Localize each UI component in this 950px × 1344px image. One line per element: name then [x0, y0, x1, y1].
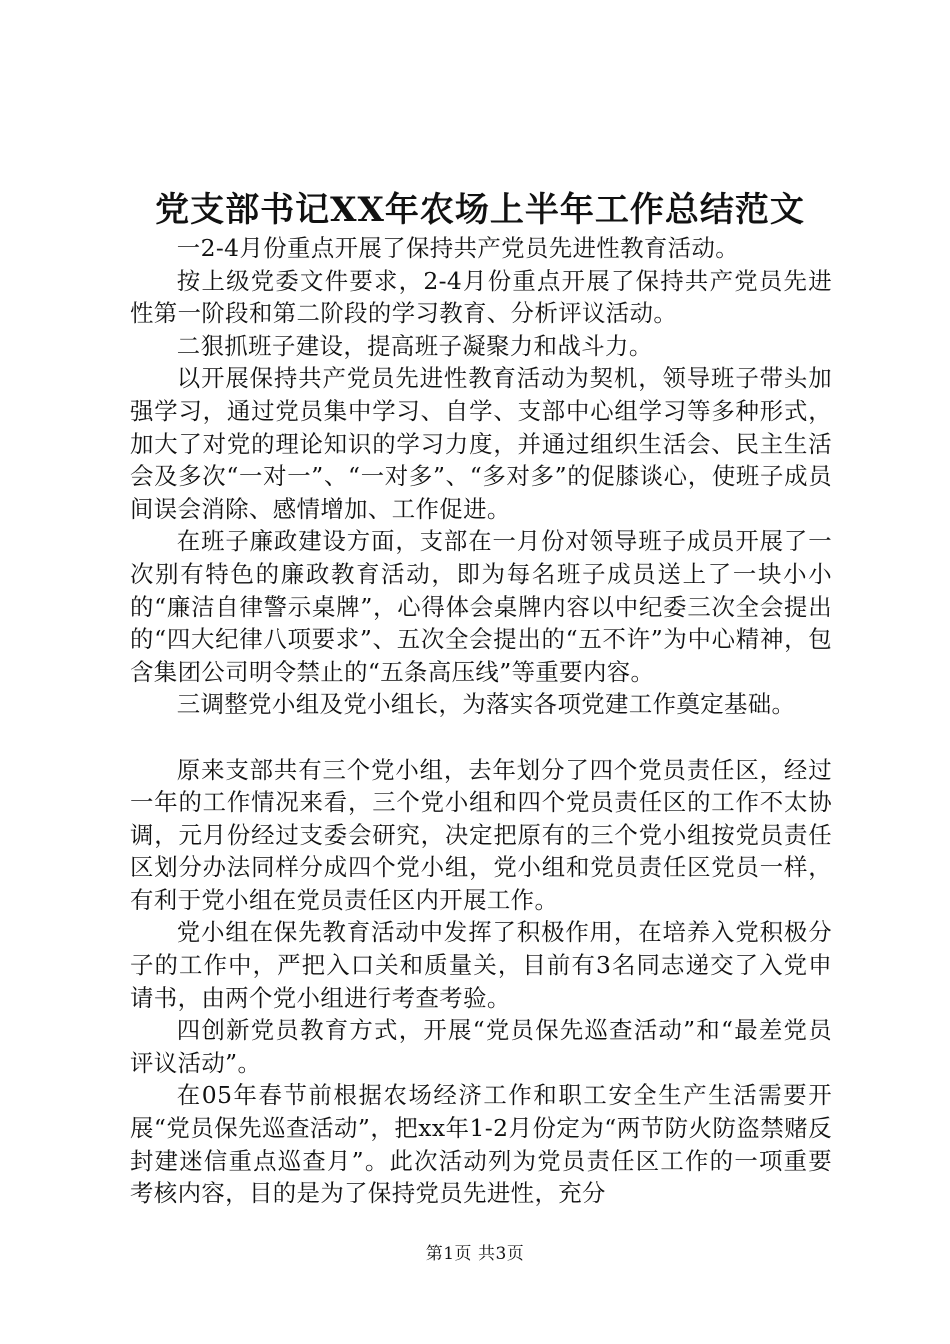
paragraph: 按上级党委文件要求，2-4月份重点开展了保持共产党员先进性第一阶段和第二阶段的学习教育、分析评议活动。: [130, 266, 832, 328]
paragraph: 一2-4月份重点开展了保持共产党员先进性教育活动。: [176, 234, 740, 262]
paragraph: 四创新党员教育方式，开展“党员保先巡查活动”和“最差党员评议活动”。: [130, 1016, 832, 1077]
paragraph: 原来支部共有三个党小组，去年划分了四个党员责任区，经过一年的工作情况来看，三个党小组和四个党员责任区的工作不太协调，元月份经过支委会研究，决定把原有的三个党小组按党员责任区划分办法同样分成四个党小组，党小组和党员责任区党员一样，有利于党小组在党员责任区内开展工作。: [130, 755, 832, 914]
paragraph: 二狠抓班子建设，提高班子凝聚力和战斗力。: [176, 331, 653, 360]
paragraph: 党小组在保先教育活动中发挥了积极作用，在培养入党积极分子的工作中，严把入口关和质量关，目前有3名同志递交了入党申请书，由两个党小组进行考查考验。: [130, 918, 832, 1012]
document-title: 党支部书记XX年农场上半年工作总结范文: [155, 190, 805, 230]
paragraph: 三调整党小组及党小组长，为落实各项党建工作奠定基础。: [176, 690, 796, 719]
document-body: [130, 232, 832, 1210]
paragraph: 以开展保持共产党员先进性教育活动为契机，领导班子带头加强学习，通过党员集中学习、自学、支部中心组学习等多种形式，加大了对党的理论知识的学习力度，并通过组织生活会、民主生活会及多次“一对一”、“一对多”、“多对多”的促膝谈心，使班子成员间误会消除、感情增加、工作促进。: [130, 364, 832, 523]
page-number-footer: 第1页 共3页: [425, 1244, 525, 1264]
paragraph-spacer: [130, 721, 832, 754]
paragraph: 在05年春节前根据农场经济工作和职工安全生产生活需要开展“党员保先巡查活动”，把xx年1-2月份定为“两节防火防盗禁赌反封建迷信重点巡查月”。此次活动列为党员责任区工作的一项重要考核内容，目的是为了保持党员先进性，充分: [130, 1081, 832, 1208]
paragraph: 在班子廉政建设方面，支部在一月份对领导班子成员开展了一次别有特色的廉政教育活动，即为每名班子成员送上了一块小小的“廉洁自律警示桌牌”，心得体会桌牌内容以中纪委三次全会提出的“四大纪律八项要求”、五次全会提出的“五不许”为中心精神，包含集团公司明令禁止的“五条高压线”等重要内容。: [130, 527, 832, 686]
